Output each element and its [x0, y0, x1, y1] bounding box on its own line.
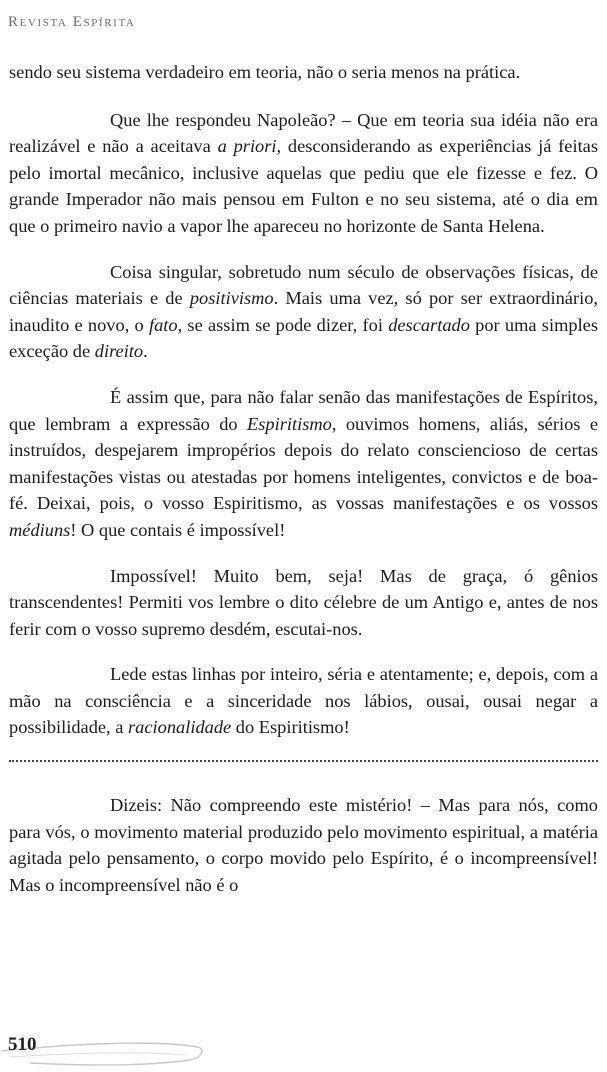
italic-term: direito [94, 341, 144, 362]
running-head: Revista Espírita [8, 14, 136, 30]
page-body [9, 59, 598, 917]
italic-term: médiuns [9, 519, 71, 540]
italic-term: fato [148, 314, 178, 335]
italic-term: descartado [388, 314, 470, 335]
paragraph-lede: Lede estas linhas por inteiro, séria e atentamente; e, depois, com a mão na consciência e a sinceridade nos lábios, ousai, ousai negar a possibilidade, a racionalidade do Espiritismo! [9, 664, 598, 738]
paragraph-impossivel: Impossível! Muito bem, seja! Mas de graça, ó gênios transcendentes! Permiti vos lembre o dito célebre de um Antigo e, antes de nos ferir com o vosso supremo desdém, escutai-nos. [9, 565, 598, 639]
italic-term: a priori [217, 136, 277, 157]
page-number: 510 [8, 1034, 37, 1055]
dotted-separator [9, 760, 598, 762]
italic-term: positivismo [189, 288, 274, 309]
paragraph-manifestacoes: É assim que, para não falar senão das manifestações de Espíritos, que lembram a expressão do Espiritismo, ouvimos homens, aliás, sérios e instruídos, despejarem impropérios depois do relato consciencioso de certas manifestações vistas ou atestadas por homens inteligentes, convictos e de boa-fé. Deixai, pois, o vosso Espiritismo, as vossas manifestações e os vossos médiuns! O que contais é impossível! [9, 386, 598, 540]
italic-term: Espiritismo [247, 413, 332, 434]
paragraph-coisa-singular: Coisa singular, sobretudo num século de observações físicas, de ciências materiais e de positivismo. Mais uma vez, só por ser extraordinário, inaudito e novo, o fato, se assim se pode dizer, foi descartado por uma simples exceção de direito. [9, 261, 599, 362]
paragraph-dizeis: Dizeis: Não compreendo este mistério! – Mas para nós, como para vós, o movimento material produzido pelo movimento espiritual, a matéria agitada pelo pensamento, o corpo movido pelo Espírito, é o incompreensível! Mas o incompreensível não é o [9, 795, 598, 895]
italic-term: racionalidade [128, 717, 232, 738]
paragraph-napoleao: Que lhe respondeu Napoleão? – Que em teoria sua idéia não era realizável e não a aceitava a priori, desconsiderando as experiências já feitas pelo imortal mecânico, inclusive aquelas que pediu que ele fizesse e fez. O grande Imperador não mais pensou em Fulton e no seu sistema, até o dia em que o primeiro navio a vapor lhe apareceu no horizonte de Santa Helena. [9, 109, 599, 236]
paragraph-continuation: sendo seu sistema verdadeiro em teoria, não o seria menos na prática. [9, 62, 521, 82]
